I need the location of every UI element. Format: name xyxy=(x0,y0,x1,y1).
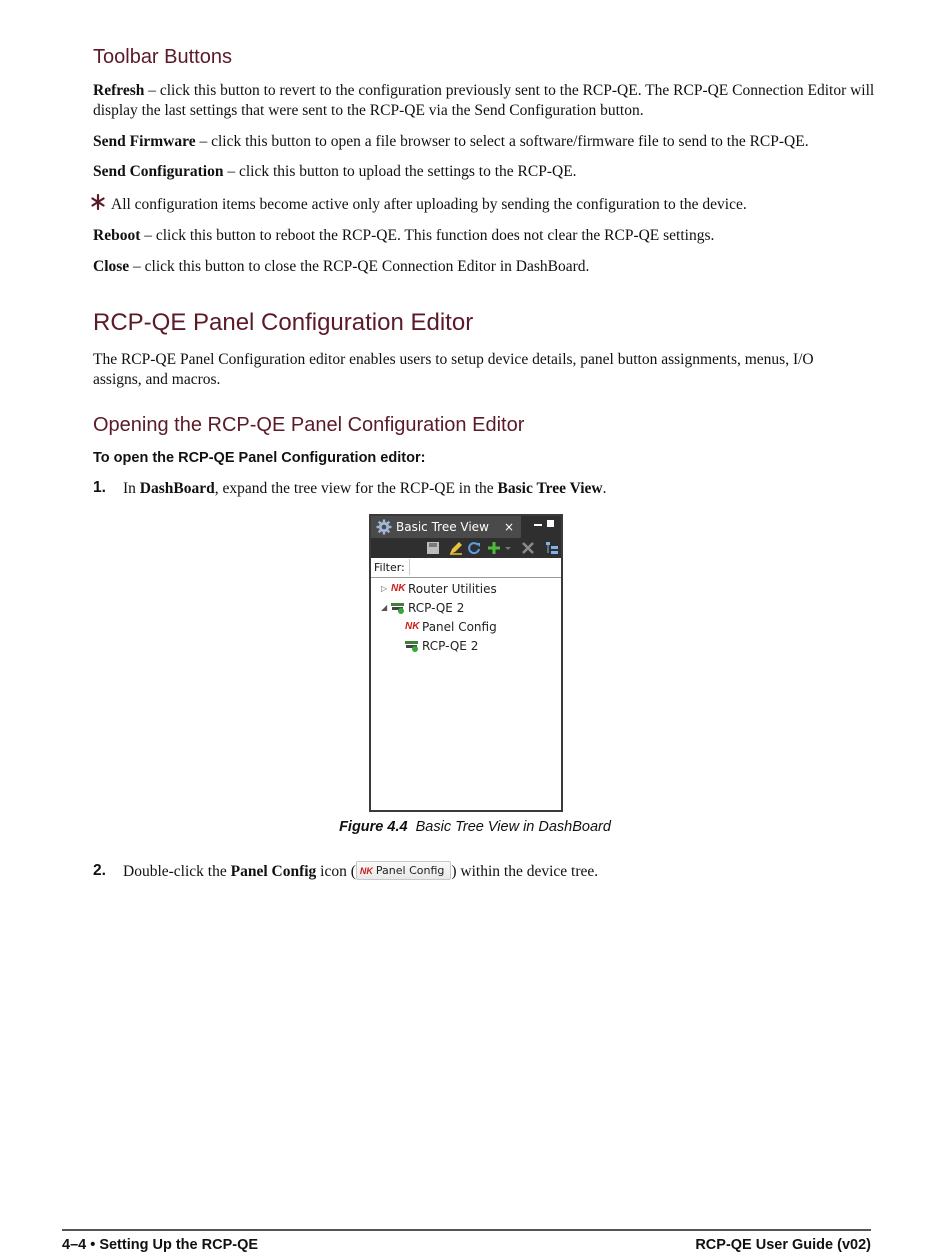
step-2-t3: ) within the device tree. xyxy=(451,863,599,880)
step-2-text xyxy=(123,862,598,882)
panel-config-chip-label: Panel Config xyxy=(375,863,445,877)
panel-config-editor-heading: RCP-QE Panel Configuration Editor xyxy=(93,309,474,336)
step-2-t1: Double-click the xyxy=(123,863,231,880)
nk-router-icon: NK xyxy=(391,583,406,594)
maximize-icon[interactable] xyxy=(547,520,554,527)
note-star-icon xyxy=(91,193,105,211)
send-configuration-term: Send Configuration xyxy=(93,163,224,180)
delete-icon[interactable] xyxy=(521,541,535,555)
step-2-t2: icon ( xyxy=(316,863,356,880)
step-2-number: 2. xyxy=(93,862,106,879)
edit-icon[interactable] xyxy=(449,541,463,555)
device-icon xyxy=(391,602,405,614)
toolbar-buttons-heading: Toolbar Buttons xyxy=(93,46,232,68)
footer-divider xyxy=(62,1229,871,1231)
panel-config-intro: The RCP-QE Panel Configuration editor enables users to setup device details, panel button assignments, menus, I/O assigns, and macros. xyxy=(93,351,814,388)
filter-input[interactable] xyxy=(409,559,560,575)
refresh-icon[interactable] xyxy=(467,541,481,555)
step-1-t1: In xyxy=(123,480,140,497)
save-icon[interactable] xyxy=(426,541,440,555)
tree-toolbar xyxy=(371,538,561,558)
step-1-number: 1. xyxy=(93,479,106,496)
reboot-term: Reboot xyxy=(93,227,141,244)
step-1-t2: , expand the tree view for the RCP-QE in the xyxy=(214,480,498,497)
step-1-text xyxy=(123,479,606,499)
reboot-text: – click this button to reboot the RCP-QE. This function does not clear the RCP-QE settings. xyxy=(140,227,715,244)
figure-number: Figure 4.4 xyxy=(339,819,408,835)
tree-item-label: Router Utilities xyxy=(408,582,497,596)
refresh-term: Refresh xyxy=(93,82,145,99)
refresh-text: – click this button to revert to the configuration previously sent to the RCP-QE. The RCP-QE Connection Editor will display the last settings that were sent to the RCP-QE via the Send Configuration button. xyxy=(93,82,875,119)
tree-item-label: RCP-QE 2 xyxy=(422,639,479,653)
panel-config-chip xyxy=(356,861,451,880)
panel-config-icon: NK xyxy=(359,865,373,876)
device-icon xyxy=(405,640,419,652)
basic-tree-view-tab[interactable] xyxy=(371,516,521,538)
step-1-t3: . xyxy=(602,480,607,497)
add-icon[interactable] xyxy=(487,541,501,555)
tree-titlebar xyxy=(371,516,561,538)
panel-config-icon: NK xyxy=(405,621,420,632)
opening-lead-text: To open the RCP-QE Panel Configuration editor: xyxy=(93,450,426,466)
footer-section-title: 4–4 • Setting Up the RCP-QE xyxy=(62,1237,259,1253)
close-text: – click this button to close the RCP-QE Connection Editor in DashBoard. xyxy=(129,258,590,275)
minimize-icon[interactable] xyxy=(534,518,542,526)
step-1-dashboard: DashBoard xyxy=(139,480,215,497)
send-configuration-text: – click this button to upload the settings to the RCP-QE. xyxy=(223,163,577,180)
tree-item-label: RCP-QE 2 xyxy=(408,601,465,615)
opening-editor-heading: Opening the RCP-QE Panel Configuration Editor xyxy=(93,414,525,436)
refresh-paragraph xyxy=(93,81,883,121)
basic-tree-view-window xyxy=(369,514,563,812)
filter-row xyxy=(371,558,561,578)
step-1-basic-tree-view: Basic Tree View xyxy=(497,480,603,497)
close-term: Close xyxy=(93,258,130,275)
close-tab-icon[interactable]: × xyxy=(504,520,515,534)
gear-icon xyxy=(376,519,392,535)
tree-tab-title: Basic Tree View xyxy=(396,520,489,534)
chevron-down-icon[interactable] xyxy=(504,541,512,555)
reboot-paragraph xyxy=(93,226,883,246)
send-firmware-term: Send Firmware xyxy=(93,133,196,150)
filter-label: Filter: xyxy=(374,561,405,574)
step-2-panel-config: Panel Config xyxy=(230,863,317,880)
note-text: All configuration items become active only after uploading by sending the configuration to the device. xyxy=(111,196,747,213)
expand-arrow-icon[interactable]: ▷ xyxy=(381,584,388,593)
footer-guide-title: RCP-QE User Guide (v02) xyxy=(695,1237,871,1253)
tree-layout-icon[interactable] xyxy=(545,541,559,555)
collapse-arrow-icon[interactable]: ◢ xyxy=(381,603,388,612)
figure-caption-text: Basic Tree View in DashBoard xyxy=(415,819,611,835)
figure-caption xyxy=(0,819,950,835)
tree-item-label: Panel Config xyxy=(422,620,497,634)
send-firmware-paragraph xyxy=(93,132,883,152)
close-paragraph xyxy=(93,257,883,277)
send-configuration-paragraph xyxy=(93,162,883,182)
send-firmware-text: – click this button to open a file browser to select a software/firmware file to send to the RCP-QE. xyxy=(195,133,809,150)
